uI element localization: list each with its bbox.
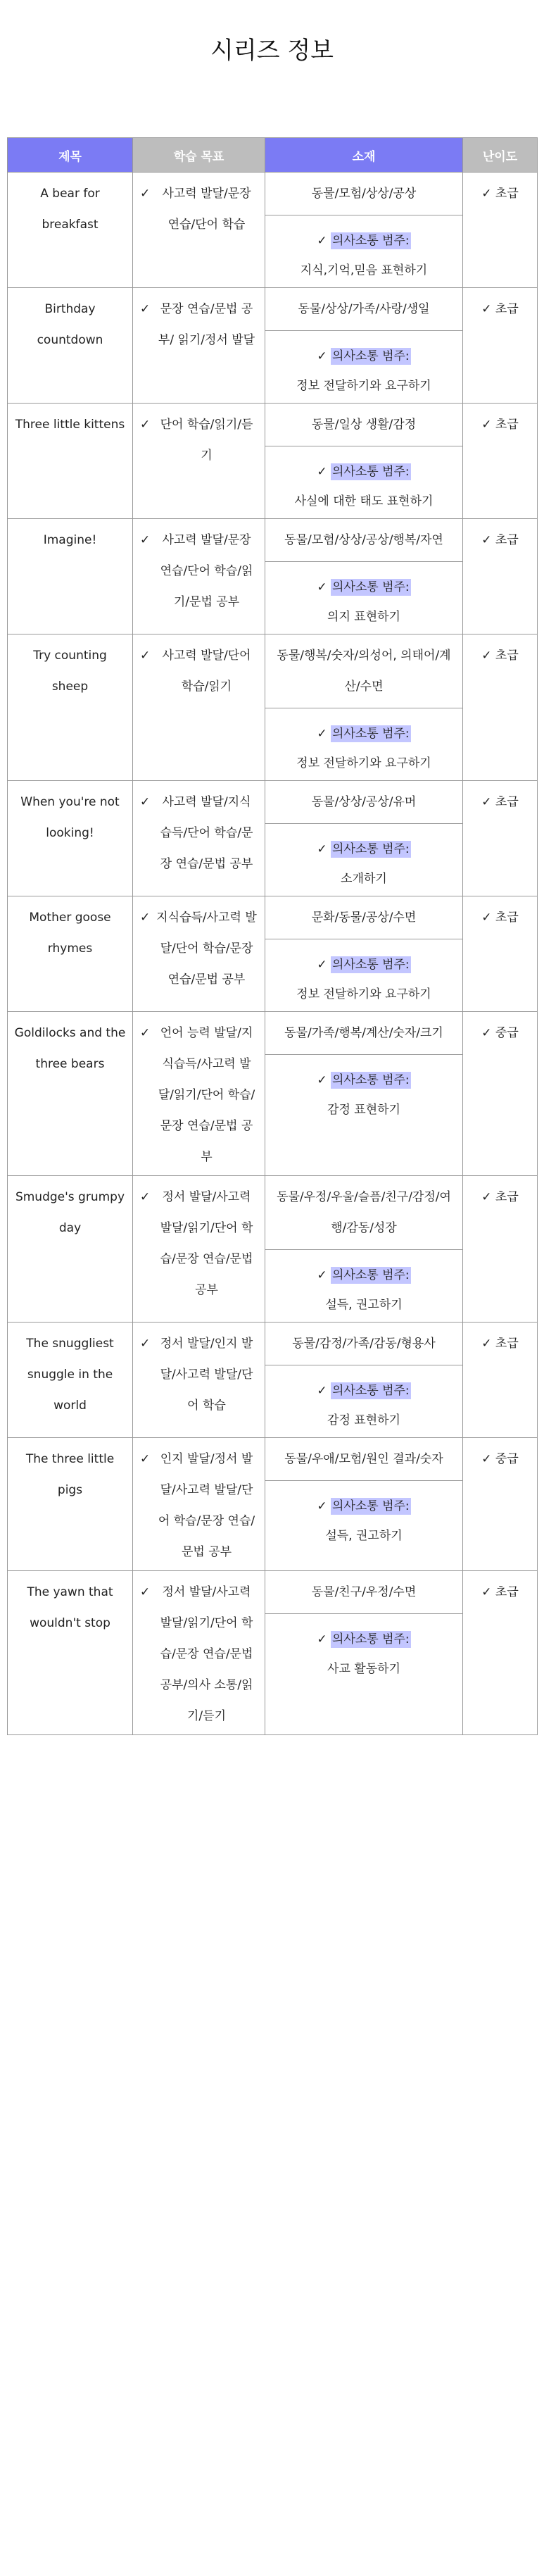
row-goal: 사고력 발달/지식 습득/단어 학습/문장 연습/문법 공부 — [160, 795, 253, 871]
check-icon: ✓ — [140, 1026, 151, 1040]
communication-description: 감정 표현하기 — [327, 1103, 400, 1117]
header-level: 난이도 — [463, 138, 538, 173]
row-level-cell — [463, 1323, 538, 1438]
row-material-cell — [265, 404, 463, 519]
row-title: The three little pigs — [8, 1438, 133, 1571]
row-level-cell — [463, 781, 538, 896]
row-level: 초급 — [495, 795, 519, 809]
page-title: 시리즈 정보 — [210, 37, 334, 65]
check-icon: ✓ — [140, 1337, 151, 1351]
communication-description: 소개하기 — [341, 872, 387, 886]
communication-label: 의사소통 범주: — [331, 349, 410, 363]
row-topics: 동물/일상 생활/감정 — [265, 404, 462, 446]
row-goal: 언어 능력 발달/지식습득/사고력 발달/읽기/단어 학습/문장 연습/문법 공부 — [158, 1026, 255, 1164]
check-icon: ✓ — [317, 727, 327, 741]
check-icon: ✓ — [317, 1632, 327, 1646]
row-goal: 단어 학습/읽기/듣기 — [160, 418, 253, 463]
row-communication — [265, 939, 462, 1011]
communication-label: 의사소통 범주: — [331, 465, 410, 479]
row-communication — [265, 446, 462, 518]
check-icon: ✓ — [481, 1337, 492, 1351]
row-title: Mother goose rhymes — [8, 896, 133, 1012]
communication-label: 의사소통 범주: — [331, 958, 410, 972]
row-topics: 동물/친구/우정/수면 — [265, 1571, 462, 1614]
communication-label: 의사소통 범주: — [331, 580, 410, 594]
row-goal-cell — [133, 173, 265, 288]
check-icon: ✓ — [140, 911, 151, 925]
row-goal: 사고력 발달/문장 연습/단어 학습 — [162, 187, 251, 232]
communication-label: 의사소통 범주: — [331, 1073, 410, 1087]
check-icon: ✓ — [140, 1452, 151, 1466]
table-row — [8, 1323, 538, 1438]
check-icon: ✓ — [140, 649, 151, 663]
row-topics: 동물/모험/상상/공상 — [265, 173, 462, 215]
row-title: The yawn that wouldn't stop — [8, 1571, 133, 1735]
row-title: Three little kittens — [8, 404, 133, 519]
row-topics: 동물/우정/우울/슬픔/친구/감정/여행/감동/성장 — [265, 1176, 462, 1250]
check-icon: ✓ — [481, 418, 492, 432]
check-icon: ✓ — [317, 842, 327, 856]
row-title: The snuggliest snuggle in the world — [8, 1323, 133, 1438]
row-title: Smudge's grumpy day — [8, 1176, 133, 1323]
check-icon: ✓ — [481, 911, 492, 925]
row-level: 초급 — [495, 1585, 519, 1599]
row-level: 초급 — [495, 418, 519, 432]
communication-label: 의사소통 범주: — [331, 1268, 410, 1282]
row-level: 초급 — [495, 1190, 519, 1204]
row-level-cell — [463, 404, 538, 519]
row-goal-cell — [133, 1323, 265, 1438]
row-communication — [265, 708, 462, 780]
table-row — [8, 1176, 538, 1323]
row-goal-cell — [133, 288, 265, 404]
row-topics: 동물/우애/모험/원인 결과/숫자 — [265, 1438, 462, 1481]
row-level: 초급 — [495, 187, 519, 201]
row-level-cell — [463, 519, 538, 634]
row-title: When you're not looking! — [8, 781, 133, 896]
communication-description: 사교 활동하기 — [327, 1662, 400, 1676]
row-goal-cell — [133, 634, 265, 781]
communication-description: 지식,기억,믿음 표현하기 — [300, 263, 428, 277]
row-goal: 지식습득/사고력 발달/단어 학습/문장 연습/문법 공부 — [156, 911, 257, 987]
row-level: 초급 — [495, 649, 519, 663]
row-communication — [265, 1365, 462, 1437]
check-icon: ✓ — [317, 580, 327, 594]
row-level: 중급 — [495, 1026, 519, 1040]
row-title: Birthday countdown — [8, 288, 133, 404]
communication-description: 정보 전달하기와 요구하기 — [296, 987, 431, 1001]
table-row — [8, 173, 538, 288]
check-icon: ✓ — [481, 1452, 492, 1466]
row-title: Imagine! — [8, 519, 133, 634]
row-goal-cell — [133, 896, 265, 1012]
row-goal-cell — [133, 519, 265, 634]
check-icon: ✓ — [317, 958, 327, 972]
header-goal: 학습 목표 — [133, 138, 265, 173]
row-topics: 동물/행복/숫자/의성어, 의태어/계산/수면 — [265, 634, 462, 708]
communication-description: 정보 전달하기와 요구하기 — [296, 756, 431, 770]
table-row — [8, 288, 538, 404]
check-icon: ✓ — [481, 533, 492, 547]
check-icon: ✓ — [317, 1268, 327, 1282]
row-material-cell — [265, 896, 463, 1012]
header-material: 소재 — [265, 138, 463, 173]
row-communication — [265, 1614, 462, 1686]
row-level-cell — [463, 634, 538, 781]
series-table — [7, 137, 538, 1735]
check-icon: ✓ — [317, 234, 327, 248]
check-icon: ✓ — [140, 187, 151, 201]
check-icon: ✓ — [481, 302, 492, 316]
communication-description: 설득, 권고하기 — [325, 1298, 403, 1312]
check-icon: ✓ — [140, 795, 151, 809]
row-communication — [265, 215, 462, 287]
check-icon: ✓ — [317, 1499, 327, 1513]
row-goal-cell — [133, 1438, 265, 1571]
row-level-cell — [463, 1012, 538, 1176]
row-goal: 인지 발달/정서 발달/사고력 발달/단어 학습/문장 연습/문법 공부 — [158, 1452, 255, 1559]
check-icon: ✓ — [140, 1585, 151, 1599]
communication-label: 의사소통 범주: — [331, 1384, 410, 1398]
row-level-cell — [463, 1438, 538, 1571]
check-icon: ✓ — [317, 349, 327, 363]
row-topics: 동물/감정/가족/감동/형용사 — [265, 1323, 462, 1365]
row-level: 초급 — [495, 533, 519, 547]
row-level: 초급 — [495, 302, 519, 316]
row-goal-cell — [133, 1012, 265, 1176]
row-topics: 동물/가족/행복/계산/숫자/크기 — [265, 1012, 462, 1055]
row-material-cell — [265, 1012, 463, 1176]
check-icon: ✓ — [140, 302, 151, 316]
table-row — [8, 896, 538, 1012]
communication-label: 의사소통 범주: — [331, 234, 410, 248]
row-level: 초급 — [495, 1337, 519, 1351]
row-communication — [265, 1481, 462, 1553]
row-goal-cell — [133, 1571, 265, 1735]
row-material-cell — [265, 173, 463, 288]
row-communication — [265, 331, 462, 403]
header-row — [8, 138, 538, 173]
check-icon: ✓ — [481, 187, 492, 201]
row-level: 초급 — [495, 911, 519, 925]
check-icon: ✓ — [317, 1073, 327, 1087]
table-row — [8, 519, 538, 634]
table-row — [8, 634, 538, 781]
row-topics: 문화/동물/공상/수면 — [265, 896, 462, 939]
check-icon: ✓ — [140, 533, 151, 547]
row-goal: 문장 연습/문법 공부/ 읽기/정서 발달 — [158, 302, 255, 347]
row-title: A bear for breakfast — [8, 173, 133, 288]
communication-description: 설득, 권고하기 — [325, 1529, 403, 1543]
row-goal-cell — [133, 781, 265, 896]
row-material-cell — [265, 1176, 463, 1323]
row-material-cell — [265, 288, 463, 404]
row-level-cell — [463, 1176, 538, 1323]
row-goal-cell — [133, 1176, 265, 1323]
table-row — [8, 404, 538, 519]
row-material-cell — [265, 1323, 463, 1438]
header-title: 제목 — [8, 138, 133, 173]
check-icon: ✓ — [481, 1585, 492, 1599]
row-goal: 사고력 발달/단어 학습/읽기 — [162, 649, 251, 694]
check-icon: ✓ — [140, 418, 151, 432]
row-communication — [265, 562, 462, 634]
row-level-cell — [463, 1571, 538, 1735]
check-icon: ✓ — [481, 1190, 492, 1204]
row-level-cell — [463, 896, 538, 1012]
check-icon: ✓ — [140, 1190, 151, 1204]
check-icon: ✓ — [317, 1384, 327, 1398]
table-row — [8, 1571, 538, 1735]
row-topics: 동물/모험/상상/공상/행복/자연 — [265, 519, 462, 562]
table-row — [8, 1438, 538, 1571]
row-topics: 동물/상상/공상/유머 — [265, 781, 462, 824]
row-communication — [265, 824, 462, 896]
communication-description: 의지 표현하기 — [327, 610, 400, 624]
check-icon: ✓ — [481, 1026, 492, 1040]
table-row — [8, 781, 538, 896]
row-goal-cell — [133, 404, 265, 519]
row-goal: 사고력 발달/문장 연습/단어 학습/읽기/문법 공부 — [160, 533, 253, 609]
row-material-cell — [265, 634, 463, 781]
communication-label: 의사소통 범주: — [331, 842, 410, 856]
row-topics: 동물/상상/가족/사랑/생일 — [265, 288, 462, 331]
row-material-cell — [265, 781, 463, 896]
row-level-cell — [463, 288, 538, 404]
row-material-cell — [265, 1571, 463, 1735]
row-title: Try counting sheep — [8, 634, 133, 781]
table-row — [8, 1012, 538, 1176]
row-level: 중급 — [495, 1452, 519, 1466]
row-title: Goldilocks and the three bears — [8, 1012, 133, 1176]
row-level-cell — [463, 173, 538, 288]
check-icon: ✓ — [481, 795, 492, 809]
row-material-cell — [265, 1438, 463, 1571]
row-goal: 정서 발달/인지 발달/사고력 발달/단어 학습 — [160, 1337, 253, 1413]
row-communication — [265, 1055, 462, 1127]
communication-label: 의사소통 범주: — [331, 1499, 410, 1513]
communication-description: 사실에 대한 태도 표현하기 — [294, 494, 434, 508]
row-goal: 정서 발달/사고력 발달/읽기/단어 학습/문장 연습/문법 공부 — [160, 1190, 253, 1297]
row-communication — [265, 1250, 462, 1322]
check-icon: ✓ — [481, 649, 492, 663]
communication-label: 의사소통 범주: — [331, 727, 410, 741]
communication-description: 정보 전달하기와 요구하기 — [296, 379, 431, 393]
row-goal: 정서 발달/사고력 발달/읽기/단어 학습/문장 연습/문법 공부/의사 소통/읽기/듣기 — [160, 1585, 253, 1723]
communication-description: 감정 표현하기 — [327, 1413, 400, 1427]
check-icon: ✓ — [317, 465, 327, 479]
row-material-cell — [265, 519, 463, 634]
communication-label: 의사소통 범주: — [331, 1632, 410, 1646]
